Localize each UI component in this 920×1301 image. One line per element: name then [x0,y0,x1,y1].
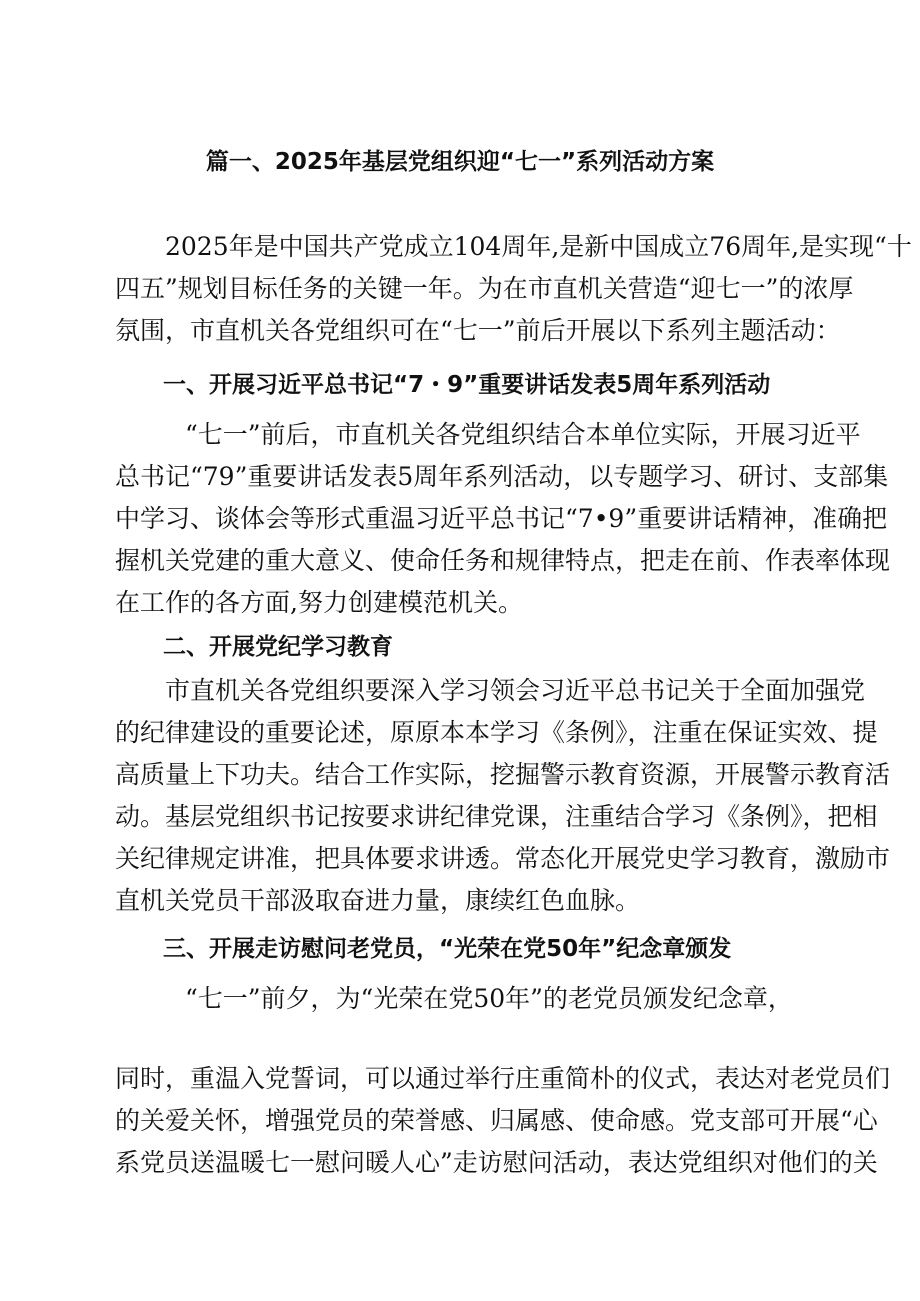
section-1-line: “七一”前后，市直机关各党组织结合本单位实际，开展习近平 [185,420,861,449]
section-2-heading: 二、开展党纪学习教育 [163,634,393,660]
section-2-line: 高质量上下功夫。结合工作实际，挖掘警示教育资源，开展警示教育活 [115,760,891,789]
intro-line: 氛围，市直机关各党组织可在“七一”前后开展以下系列主题活动： [115,316,841,345]
section-2-line: 关纪律规定讲准，把具体要求讲透。常态化开展党史学习教育，激励市 [115,844,891,873]
section-3-line: “七一”前夕，为“光荣在党50年”的老党员颁发纪念章， [185,984,793,1013]
section-2-line: 直机关党员干部汲取奋进力量，康续红色血脉。 [115,886,641,915]
section-1-line: 中学习、谈体会等形式重温习近平总书记“7•9”重要讲话精神，准确把 [115,504,888,533]
document-title: 篇一、2025年基层党组织迎“七一”系列活动方案 [205,149,715,175]
section-1-heading: 一、开展习近平总书记“7・9”重要讲话发表5周年系列活动 [163,372,771,398]
section-3-line: 系党员送温暖七一慰问暖人心”走访慰问活动，表达党组织对他们的关 [115,1148,878,1177]
section-3-line: 的关爱关怀，增强党员的荣誉感、归属感、使命感。党支部可开展“心 [115,1106,878,1135]
section-2-line: 市直机关各党组织要深入学习领会习近平总书记关于全面加强党 [165,676,866,705]
intro-line: 2025年是中国共产党成立104周年,是新中国成立76周年,是实现“十 [165,232,912,261]
section-1-line: 握机关党建的重大意义、使命任务和规律特点，把走在前、作表率体现 [115,546,891,575]
section-3-heading: 三、开展走访慰问老党员，“光荣在党50年”纪念章颁发 [163,936,732,962]
section-2-line: 动。基层党组织书记按要求讲纪律党课，注重结合学习《条例》，把相 [115,802,878,831]
section-3-line: 同时，重温入党誓词，可以通过举行庄重简朴的仪式，表达对老党员们 [115,1064,891,1093]
section-1-line: 在工作的各方面,努力创建模范机关。 [115,588,523,617]
section-2-line: 的纪律建设的重要论述，原原本本学习《条例》，注重在保证实效、提 [115,718,878,747]
section-1-line: 总书记“79”重要讲话发表5周年系列活动，以专题学习、研讨、支部集 [115,462,889,491]
intro-line: 四五”规划目标任务的关键一年。为在市直机关营造“迎七一”的浓厚 [115,274,854,303]
